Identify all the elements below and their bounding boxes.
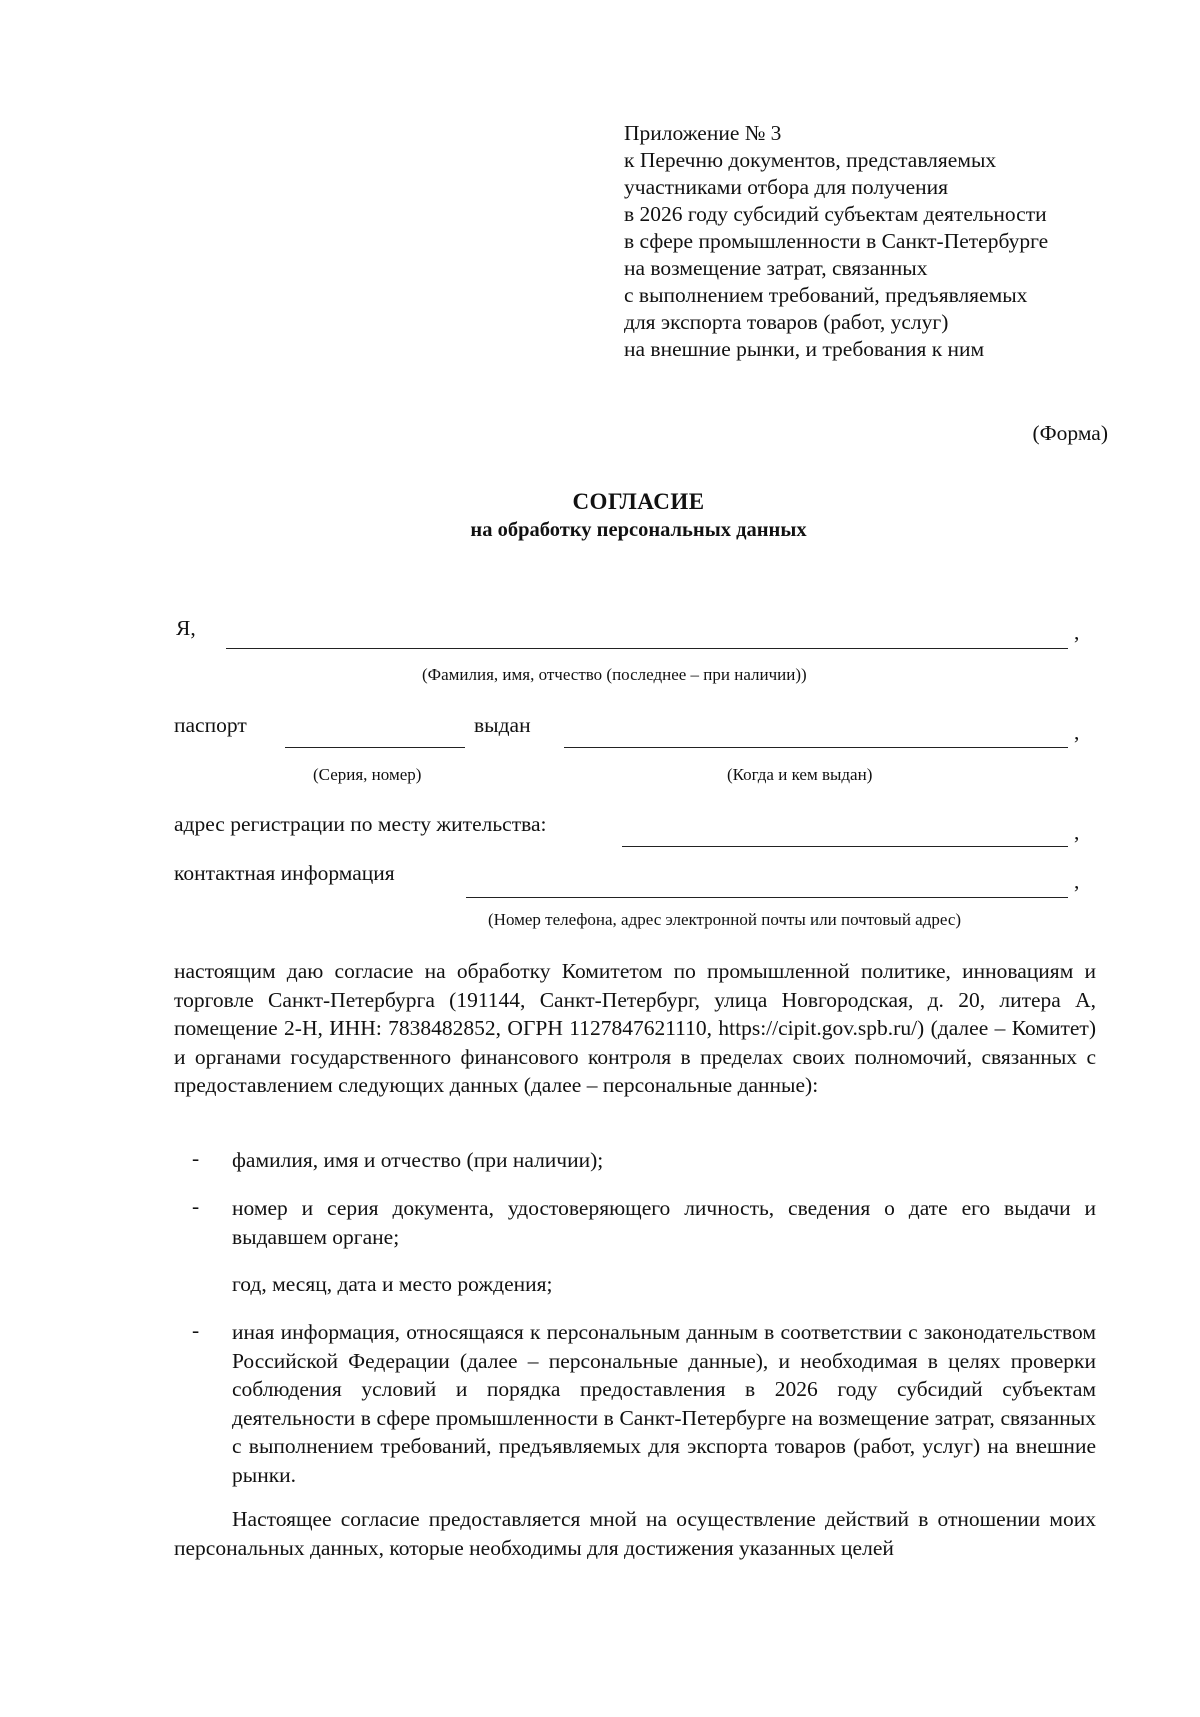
appendix-line: на внешние рынки, и требования к ним [624, 337, 985, 361]
appendix-line: в 2026 году субсидий субъектам деятельности [624, 202, 1047, 226]
list-item: иная информация, относящаяся к персональным данным в соответствии с законодательством Российской Федерации (далее – персональные данные), и необходимая в целях проверки соблюдения условий и порядка предоставления в 2026 году субсидий субъектам деятельности в сфере промышленности в Санкт-Петербурге на возмещение затрат, связанных с выполнением требований, предъявляемых для экспорта товаров (работ, услуг) на внешние рынки. [232, 1320, 1096, 1487]
closing-paragraph: Настоящее согласие предоставляется мной на осуществление действий в отношении моих персональных данных, которые необходимы для достижения указанных целей [174, 1507, 1096, 1560]
list-item: номер и серия документа, удостоверяющего личность, сведения о дате его выдачи и выдавшем органе; [232, 1196, 1096, 1249]
list-item: год, месяц, дата и место рождения; [232, 1272, 553, 1296]
document-title: СОГЛАСИЕ [572, 489, 705, 514]
name-caption: (Фамилия, имя, отчество (последнее – при наличии)) [422, 665, 807, 684]
appendix-line: к Перечню документов, представляемых [624, 148, 997, 172]
address-field-line[interactable] [622, 846, 1068, 847]
passport-comma: , [1074, 720, 1080, 744]
address-label: адрес регистрации по месту жительства: [174, 812, 547, 836]
address-comma: , [1074, 820, 1080, 844]
bullet-marker: - [192, 1318, 200, 1342]
appendix-header [624, 120, 1124, 363]
appendix-line: с выполнением требований, предъявляемых [624, 283, 1028, 307]
name-field-line[interactable] [226, 648, 1068, 649]
passport-number-line[interactable] [285, 747, 465, 748]
name-comma: , [1074, 620, 1080, 644]
bullet-marker: - [192, 1146, 200, 1170]
passport-label: паспорт [174, 713, 247, 737]
document-subtitle: на обработку персональных данных [470, 519, 807, 541]
appendix-line: на возмещение затрат, связанных [624, 256, 928, 280]
appendix-line: Приложение № 3 [624, 121, 782, 145]
appendix-line: в сфере промышленности в Санкт-Петербурге [624, 229, 1049, 253]
passport-caption: (Серия, номер) [313, 765, 422, 784]
contact-caption: (Номер телефона, адрес электронной почты или почтовый адрес) [488, 910, 962, 929]
form-label: (Форма) [1032, 421, 1108, 445]
issued-label: выдан [474, 713, 531, 737]
intro-paragraph: настоящим даю согласие на обработку Комитетом по промышленной политике, инновациям и торговле Санкт-Петербурга (191144, Санкт-Петербург, улица Новгородская, д. 20, литера А, помещение 2-Н, ИНН: 7838482852, ОГРН 1127847621110, https://cipit.gov.spb.ru/) (далее – Комитет) и органами государственного финансового контроля в пределах своих полномочий, связанных с предоставлением следующих данных (далее – персональные данные): [174, 959, 1096, 1097]
issued-caption: (Когда и кем выдан) [727, 765, 873, 784]
name-prefix: Я, [176, 616, 196, 640]
contact-comma: , [1074, 869, 1080, 893]
contact-label: контактная информация [174, 861, 395, 885]
appendix-line: участниками отбора для получения [624, 175, 949, 199]
bullet-marker: - [192, 1194, 200, 1218]
list-item: фамилия, имя и отчество (при наличии); [232, 1148, 604, 1172]
contact-field-line[interactable] [466, 897, 1068, 898]
appendix-line: для экспорта товаров (работ, услуг) [624, 310, 949, 334]
issued-by-line[interactable] [564, 747, 1068, 748]
